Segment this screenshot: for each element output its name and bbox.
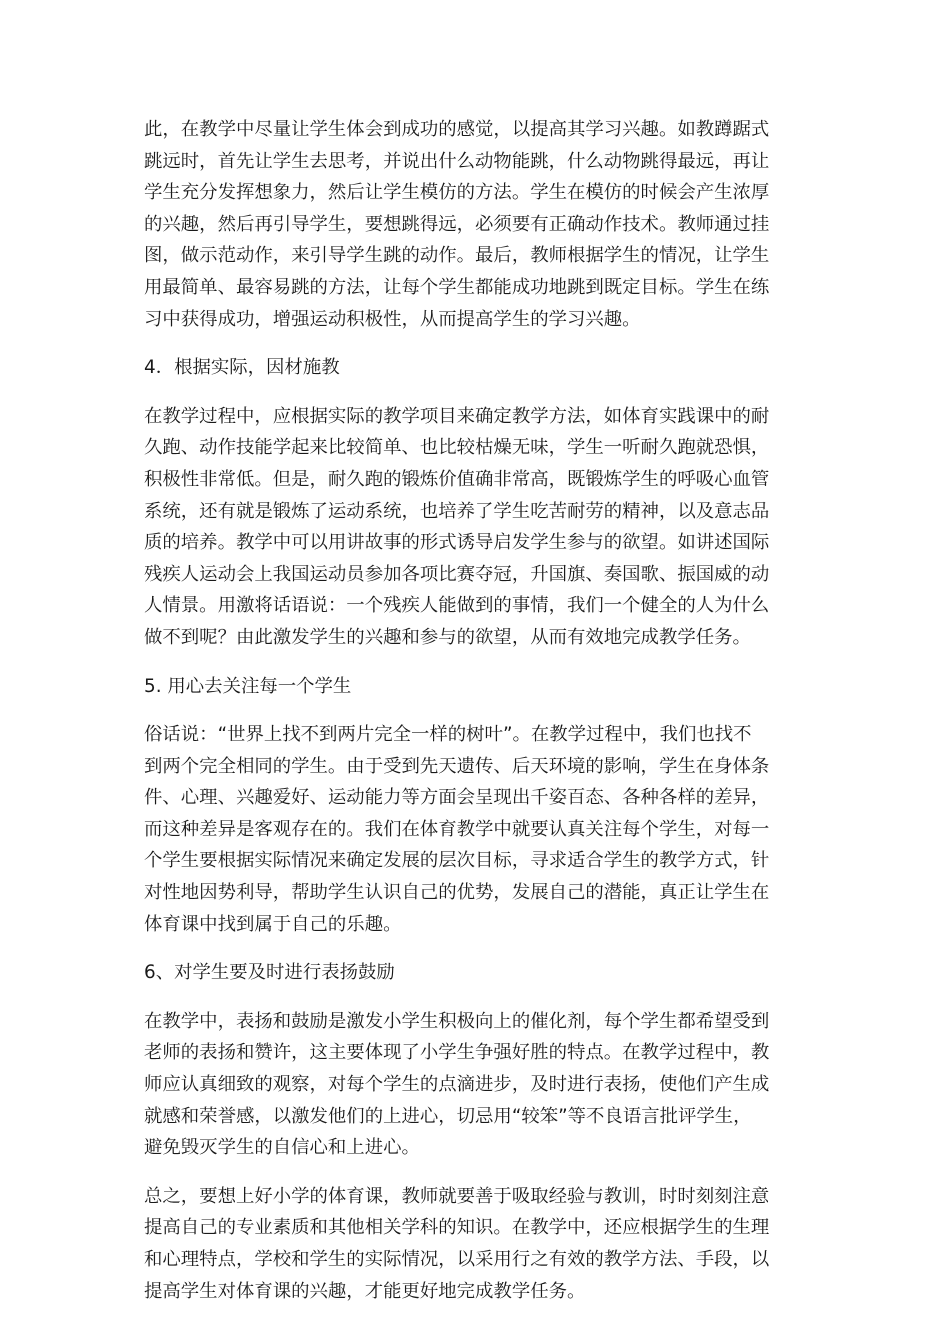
block-spacer <box>144 335 809 352</box>
paragraph-line: 质的培养。教学中可以用讲故事的形式诱导启发学生参与的欲望。如讲述国际 <box>144 532 770 554</box>
body-paragraph <box>144 1006 809 1164</box>
paragraph-line: 而这种差异是客观存在的。我们在体育教学中就要认真关注每个学生，对每一 <box>144 818 770 840</box>
paragraph-line: 系统，还有就是锻炼了运动系统，也培养了学生吃苦耐劳的精神，以及意志品 <box>144 500 770 522</box>
block-spacer <box>144 940 809 957</box>
paragraph-line: 和心理特点，学校和学生的实际情况，以采用行之有效的教学方法、手段，以 <box>144 1249 770 1270</box>
paragraph-line: 用最简单、最容易跳的方法，让每个学生都能成功地跳到既定目标。学生在练 <box>144 276 770 298</box>
paragraph-line: 学生充分发挥想象力，然后让学生模仿的方法。学生在模仿的时候会产生浓厚 <box>144 182 770 204</box>
paragraph-line: 师应认真细致的观察，对每个学生的点滴进步，及时进行表扬，使他们产生成 <box>144 1074 770 1096</box>
paragraph-line: 提高自己的专业素质和其他相关学科的知识。在教学中，还应根据学生的生理 <box>144 1217 770 1239</box>
body-paragraph <box>144 719 809 940</box>
section-heading: 4．根据实际，因材施教 <box>144 357 340 379</box>
section-heading: 6、对学生要及时进行表扬鼓励 <box>144 962 395 984</box>
paragraph-line: 在教学过程中，应根据实际的教学项目来确定教学方法，如体育实践课中的耐 <box>144 405 770 427</box>
document-body <box>144 114 809 1307</box>
paragraph-line: 积极性非常低。但是，耐久跑的锻炼价值确非常高，既锻炼学生的呼吸心血管 <box>144 468 770 490</box>
paragraph-line: 老师的表扬和赞许，这主要体现了小学生争强好胜的特点。在教学过程中，教 <box>144 1042 770 1064</box>
paragraph-line: 做不到呢？由此激发学生的兴趣和参与的欲望，从而有效地完成教学任务。 <box>144 626 751 648</box>
section-heading: 5. 用心去关注每一个学生 <box>144 675 352 697</box>
paragraph-line: 俗话说：“世界上找不到两片完全一样的树叶”。在教学过程中，我们也找不 <box>144 724 752 746</box>
block-spacer <box>144 989 809 1006</box>
paragraph-line: 久跑、动作技能学起来比较简单、也比较枯燥无味，学生一听耐久跑就恐惧， <box>144 437 770 459</box>
block-spacer <box>144 702 809 719</box>
paragraph-line: 残疾人运动会上我国运动员参加各项比赛夺冠，升国旗、奏国歌、振国威的动 <box>144 563 770 585</box>
block-spacer <box>144 654 809 671</box>
block-spacer <box>144 1164 809 1181</box>
body-paragraph <box>144 1181 809 1307</box>
paragraph-line: 跳远时，首先让学生去思考，并说出什么动物能跳，什么动物跳得最远，再让 <box>144 150 770 172</box>
paragraph-line: 件、心理、兴趣爱好、运动能力等方面会呈现出千姿百态、各种各样的差异， <box>144 787 770 809</box>
paragraph-line: 总之，要想上好小学的体育课，教师就要善于吸取经验与教训，时时刻刻注意 <box>144 1185 770 1207</box>
paragraph-line: 的兴趣，然后再引导学生，要想跳得远，必须要有正确动作技术。教师通过挂 <box>144 213 770 235</box>
body-paragraph <box>144 401 809 654</box>
paragraph-line: 对性地因势利导，帮助学生认识自己的优势，发展自己的潜能，真正让学生在 <box>144 882 770 904</box>
paragraph-line: 习中获得成功，增强运动积极性，从而提高学生的学习兴趣。 <box>144 308 641 330</box>
paragraph-line: 到两个完全相同的学生。由于受到先天遗传、后天环境的影响，学生在身体条 <box>144 755 770 777</box>
paragraph-line: 人情景。用激将话语说：一个残疾人能做到的事情，我们一个健全的人为什么 <box>144 595 770 617</box>
block-spacer <box>144 384 809 401</box>
paragraph-line: 个学生要根据实际情况来确定发展的层次目标，寻求适合学生的教学方式，针 <box>144 850 770 872</box>
body-paragraph <box>144 114 809 335</box>
paragraph-line: 在教学中，表扬和鼓励是激发小学生积极向上的催化剂，每个学生都希望受到 <box>144 1010 770 1032</box>
paragraph-line: 避免毁灭学生的自信心和上进心。 <box>144 1137 420 1159</box>
paragraph-line: 图，做示范动作，来引导学生跳的动作。最后，教师根据学生的情况，让学生 <box>144 245 770 267</box>
paragraph-line: 提高学生对体育课的兴趣，才能更好地完成教学任务。 <box>144 1280 586 1302</box>
paragraph-line: 就感和荣誉感，以激发他们的上进心，切忌用“较笨”等不良语言批评学生， <box>144 1105 752 1127</box>
paragraph-line: 此，在教学中尽量让学生体会到成功的感觉，以提高其学习兴趣。如教蹲踞式 <box>144 119 770 140</box>
paragraph-line: 体育课中找到属于自己的乐趣。 <box>144 913 402 935</box>
